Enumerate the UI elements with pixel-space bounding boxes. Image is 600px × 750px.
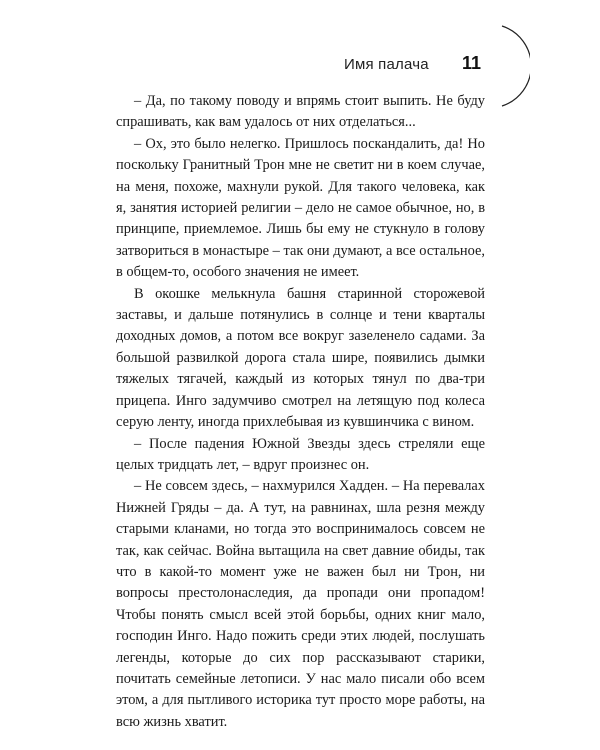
body-text [116,91,485,733]
paragraph: – Не совсем здесь, – нахмурился Хадден. – На перевалах Нижней Гряды – да. А тут, на равнинах, шла резня между старыми кланами, но тогда это воспринималось совсем не так, как сейчас. Война вытащила на свет давние обиды, так что в какой-то момент уже не важен был ни Трон, ни вопросы престолонаследия, да пропади они пропадом! Чтобы понять смысл всей этой борьбы, одних книг мало, господин Инго. Надо пожить среди этих людей, послушать легенды, которые до сих пор рассказывают старики, почитать семейные летописи. У нас мало писали обо всем этом, а для пытливого историка тут просто море работы, на всю жизнь хватит. [116,478,485,730]
paragraph: – После падения Южной Звезды здесь стреляли еще целых тридцать лет, – вдруг произнес он. [116,435,485,473]
paragraph: – Да, по такому поводу и впрямь стоит выпить. Не буду спрашивать, как вам удалось от них отделаться... [116,93,485,131]
paragraph: В окошке мелькнула башня старинной сторожевой заставы, и дальше потянулись в солнце и тени кварталы доходных домов, а потом все вокруг зазеленело садами. За большой развилкой дорога стала шире, появились дымки тяжелых тягачей, каждый из которых тянул по два-три прицепа. Инго задумчиво смотрел на летящую под колеса серую ленту, иногда прихлебывая из кувшинчика с вином. [116,285,485,431]
running-title: Имя палача [344,56,429,73]
page-number: 11 [462,53,482,73]
paragraph: – Ох, это было нелегко. Пришлось поскандалить, да! Но поскольку Гранитный Трон мне не светит ни в коем случае, на меня, похоже, махнули рукой. Для такого человека, как я, занятия историей религии – дело не самое обычное, но, в принципе, приемлемое. Лишь бы ему не стукнуло в голову затвориться в монастыре – так они думают, а все остальное, в общем-то, особого значения не имеет. [116,135,485,281]
